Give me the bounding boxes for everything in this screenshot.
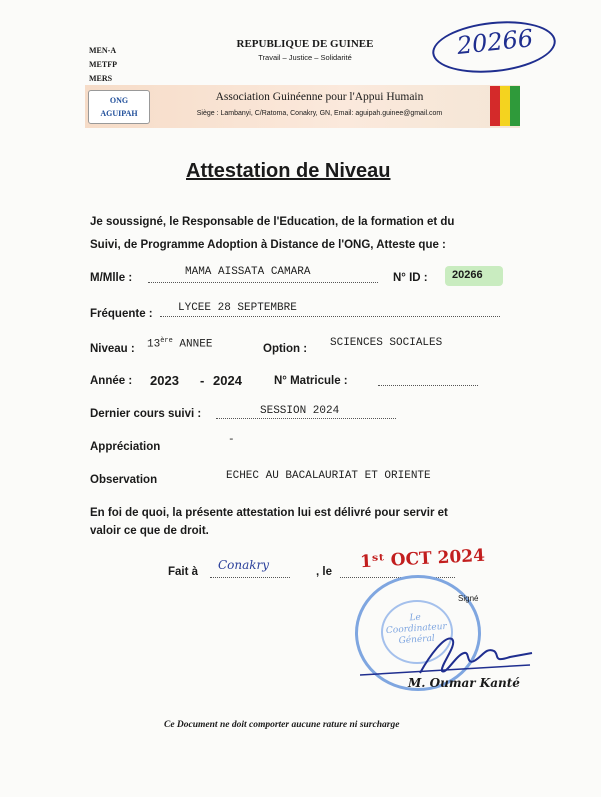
signer-name: M. Oumar Kanté	[408, 676, 520, 690]
level-suffix: ère	[160, 337, 173, 345]
level-value	[147, 337, 212, 351]
id-label: N° ID :	[393, 272, 428, 284]
school-value: LYCEE 28 SEPTEMBRE	[178, 302, 297, 314]
ministries-block	[89, 44, 117, 86]
ministry-2: METFP	[89, 60, 117, 69]
closing-text	[90, 504, 540, 540]
signed-label: Signé	[458, 594, 479, 603]
year-separator: -	[200, 373, 205, 388]
observation-label: Observation	[90, 474, 158, 486]
place-value: Conakry	[218, 558, 270, 572]
date-stamp: 1ˢᵗ OCT 2024	[359, 545, 486, 573]
last-course-dots	[216, 418, 396, 419]
flag-yellow	[500, 86, 510, 126]
seal-line-1: Le	[409, 612, 422, 624]
matricule-label: N° Matricule :	[274, 375, 348, 387]
intro-text	[90, 211, 540, 257]
ministry-1: MEN-A	[89, 46, 117, 55]
place-dots	[210, 577, 290, 578]
logo-line-1: ONG	[109, 96, 129, 105]
flag-red	[490, 86, 500, 126]
seal-line-3: Général	[398, 633, 436, 647]
seal-line-2: Coordinateur	[385, 621, 448, 637]
option-label: Option :	[263, 343, 308, 355]
name-dots	[148, 282, 378, 283]
republic-title: REPUBLIQUE DE GUINEE	[236, 38, 374, 50]
date-label: , le	[316, 566, 332, 578]
fait-label: Fait à	[168, 566, 199, 578]
observation-value: ECHEC AU BACALAURIAT ET ORIENTE	[226, 470, 431, 482]
id-value: 20266	[452, 269, 483, 281]
appreciation-value: -	[228, 434, 235, 446]
last-course-value: SESSION 2024	[260, 405, 340, 417]
year-label: Année :	[90, 375, 133, 387]
option-value: SCIENCES SOCIALES	[330, 337, 443, 349]
last-course-label: Dernier cours suivi :	[90, 408, 202, 420]
document-title: Attestation de Niveau	[186, 160, 391, 182]
guinea-flag-icon	[490, 86, 520, 126]
logo-line-2: AGUIPAH	[100, 109, 138, 118]
ministry-3: MERS	[89, 74, 113, 83]
intro-line-2: Suivi, de Programme Adoption à Distance de l'ONG, Atteste que :	[90, 239, 446, 251]
name-label: M/Mlle :	[90, 272, 133, 284]
name-value: MAMA AISSATA CAMARA	[185, 266, 311, 278]
level-label: Niveau :	[90, 343, 135, 355]
footer-note: Ce Document ne doit comporter aucune rature ni surcharge	[164, 720, 400, 730]
association-contact: Siège : Lambanyi, C/Ratoma, Conakry, GN, Email: aguipah.guinee@gmail.com	[196, 110, 443, 117]
closing-line-2: valoir ce que de droit.	[90, 525, 209, 537]
year-start: 2023	[150, 373, 179, 388]
association-name: Association Guinéenne pour l'Appui Humain	[215, 91, 424, 103]
closing-line-1: En foi de quoi, la présente attestation lui est délivré pour servir et	[90, 507, 448, 519]
republic-motto: Travail – Justice – Solidarité	[258, 53, 352, 62]
matricule-dots	[378, 385, 478, 386]
appreciation-label: Appréciation	[90, 441, 161, 453]
school-dots	[160, 316, 500, 317]
intro-line-1: Je soussigné, le Responsable de l'Education, de la formation et du	[90, 216, 455, 228]
school-label: Fréquente :	[90, 308, 153, 320]
level-rest: ANNEE	[172, 338, 213, 351]
handwritten-number: 20266	[455, 24, 535, 60]
year-end: 2024	[213, 373, 242, 388]
flag-green	[510, 86, 520, 126]
level-number: 13	[147, 338, 161, 351]
ong-logo	[88, 90, 150, 124]
